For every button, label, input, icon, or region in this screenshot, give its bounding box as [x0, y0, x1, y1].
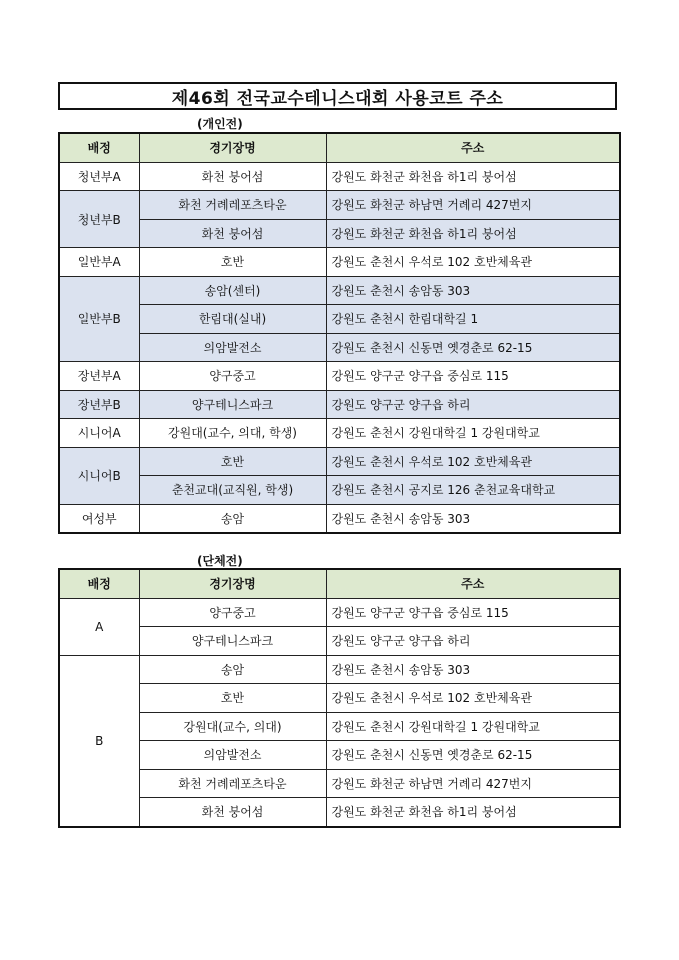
address-cell: 강원도 춘천시 한림대학길 1	[326, 305, 620, 334]
address-cell: 강원도 춘천시 신동면 옛경춘로 62-15	[326, 333, 620, 362]
address-cell: 강원도 춘천시 우석로 102 호반체육관	[326, 447, 620, 476]
venue-cell: 화천 거례레포츠타운	[139, 769, 326, 798]
table-row	[59, 305, 620, 334]
venue-cell: 강원대(교수, 의대)	[139, 712, 326, 741]
table-row	[59, 191, 620, 220]
venue-cell: 호반	[139, 447, 326, 476]
header-venue: 경기장명	[139, 569, 326, 598]
venue-cell: 송암	[139, 504, 326, 533]
address-cell: 강원도 춘천시 송암동 303	[326, 655, 620, 684]
table-row	[59, 798, 620, 827]
table-row	[59, 769, 620, 798]
table-row	[59, 390, 620, 419]
venue-cell: 의암발전소	[139, 741, 326, 770]
table-row	[59, 712, 620, 741]
group-cell: 청년부A	[59, 162, 139, 191]
venue-cell: 송암	[139, 655, 326, 684]
address-cell: 강원도 춘천시 송암동 303	[326, 504, 620, 533]
group-cell: 시니어B	[59, 447, 139, 504]
group-cell: B	[59, 655, 139, 827]
group-cell: 일반부A	[59, 248, 139, 277]
address-cell: 강원도 춘천시 강원대학길 1 강원대학교	[326, 712, 620, 741]
individual-section-label: (개인전)	[197, 117, 243, 131]
venue-cell: 호반	[139, 248, 326, 277]
document-title: 제46회 전국교수테니스대회 사용코트 주소	[58, 82, 617, 110]
team-court-table	[58, 568, 621, 828]
header-venue: 경기장명	[139, 133, 326, 162]
address-cell: 강원도 춘천시 우석로 102 호반체육관	[326, 684, 620, 713]
address-cell: 강원도 춘천시 우석로 102 호반체육관	[326, 248, 620, 277]
table-row	[59, 655, 620, 684]
group-cell: 여성부	[59, 504, 139, 533]
venue-cell: 화천 붕어섬	[139, 219, 326, 248]
address-cell: 강원도 양구군 양구읍 하리	[326, 390, 620, 419]
table-row	[59, 162, 620, 191]
table-row	[59, 476, 620, 505]
address-cell: 강원도 양구군 양구읍 중심로 115	[326, 362, 620, 391]
table-row	[59, 248, 620, 277]
venue-cell: 양구중고	[139, 598, 326, 627]
venue-cell: 송암(센터)	[139, 276, 326, 305]
individual-court-table	[58, 132, 621, 534]
venue-cell: 양구테니스파크	[139, 627, 326, 656]
table-row	[59, 419, 620, 448]
group-cell: A	[59, 598, 139, 655]
header-group: 배정	[59, 569, 139, 598]
address-cell: 강원도 화천군 화천읍 하1리 붕어섬	[326, 798, 620, 827]
table-row	[59, 627, 620, 656]
table-row	[59, 276, 620, 305]
address-cell: 강원도 춘천시 신동면 옛경춘로 62-15	[326, 741, 620, 770]
header-address: 주소	[326, 569, 620, 598]
address-cell: 강원도 춘천시 공지로 126 춘천교육대학교	[326, 476, 620, 505]
address-cell: 강원도 화천군 화천읍 하1리 붕어섬	[326, 162, 620, 191]
table-header-row	[59, 133, 620, 162]
venue-cell: 화천 붕어섬	[139, 162, 326, 191]
table-row	[59, 741, 620, 770]
address-cell: 강원도 화천군 하남면 거례리 427번지	[326, 191, 620, 220]
group-cell: 일반부B	[59, 276, 139, 362]
venue-cell: 춘천교대(교직원, 학생)	[139, 476, 326, 505]
table-row	[59, 684, 620, 713]
header-group: 배정	[59, 133, 139, 162]
table-row	[59, 333, 620, 362]
venue-cell: 한림대(실내)	[139, 305, 326, 334]
table-header-row	[59, 569, 620, 598]
table-row	[59, 447, 620, 476]
venue-cell: 양구중고	[139, 362, 326, 391]
address-cell: 강원도 춘천시 송암동 303	[326, 276, 620, 305]
venue-cell: 화천 붕어섬	[139, 798, 326, 827]
table-row	[59, 362, 620, 391]
address-cell: 강원도 화천군 하남면 거례리 427번지	[326, 769, 620, 798]
group-cell: 청년부B	[59, 191, 139, 248]
venue-cell: 양구테니스파크	[139, 390, 326, 419]
address-cell: 강원도 화천군 화천읍 하1리 붕어섬	[326, 219, 620, 248]
table-row	[59, 504, 620, 533]
address-cell: 강원도 양구군 양구읍 중심로 115	[326, 598, 620, 627]
group-cell: 시니어A	[59, 419, 139, 448]
table-row	[59, 219, 620, 248]
header-address: 주소	[326, 133, 620, 162]
group-cell: 장년부A	[59, 362, 139, 391]
venue-cell: 강원대(교수, 의대, 학생)	[139, 419, 326, 448]
table-row	[59, 598, 620, 627]
venue-cell: 화천 거례레포츠타운	[139, 191, 326, 220]
address-cell: 강원도 양구군 양구읍 하리	[326, 627, 620, 656]
team-section-label: (단체전)	[197, 554, 243, 568]
venue-cell: 의암발전소	[139, 333, 326, 362]
address-cell: 강원도 춘천시 강원대학길 1 강원대학교	[326, 419, 620, 448]
venue-cell: 호반	[139, 684, 326, 713]
group-cell: 장년부B	[59, 390, 139, 419]
